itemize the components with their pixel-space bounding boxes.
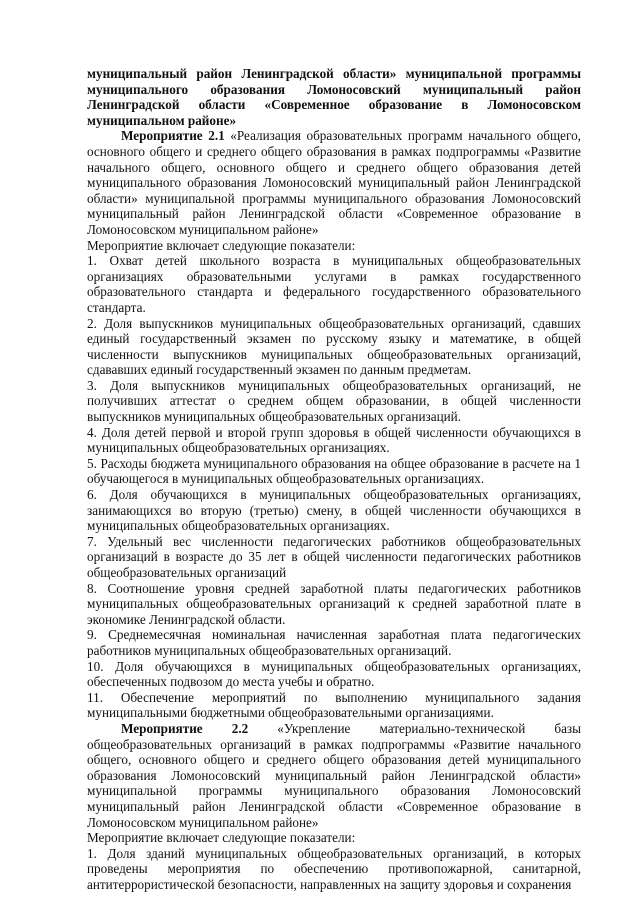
indicator-2-1-item-5: 5. Расходы бюджета муниципального образования на общее образование в расчете на 1 обучающегося в муниципальных общеобразовательных организациях. <box>87 455 581 487</box>
document-body <box>87 66 581 892</box>
indicator-2-1-item-6: 6. Доля обучающихся в муниципальных общеобразовательных организациях, занимающихся во вторую (третью) смену, в общей численности обучающихся в муниципальных общеобразовательных организациях. <box>87 487 581 534</box>
indicator-2-1-item-8: 8. Соотношение уровня средней заработной платы педагогических работников муниципальных общеобразовательных организаций к средней заработной плате в экономике Ленинградской области. <box>87 580 581 627</box>
indicator-2-1-item-9: 9. Среднемесячная номинальная начисленная заработная плата педагогических работников муниципальных общеобразовательных организаций. <box>87 627 581 658</box>
indicator-2-1-item-10: 10. Доля обучающихся в муниципальных общеобразовательных организациях, обеспеченных подвозом до места учебы и обратно. <box>87 658 581 690</box>
indicators-intro-1: Мероприятие включает следующие показатели: <box>87 237 356 253</box>
indicator-2-1-item-1: 1. Охват детей школьного возраста в муниципальных общеобразовательных организациях образовательными услугами в рамках государственного образовательного стандарта и федерального государственного образовательного стандарта. <box>87 253 581 315</box>
program-title-continuation: муниципальный район Ленинградской области» муниципальной программы муниципального образования Ломоносовский муниципальный район Ленинградской области «Современное образование в Ломоносовском муниципальном районе» <box>87 66 581 128</box>
measure-2-1-description: «Реализация образовательных программ начального общего, основного общего и среднего общего образования в рамках подпрограммы «Развитие начального общего, основного общего и среднего общего образования детей муниципального образования Ломоносовский муниципальный район Ленинградской области» муниципальной программы муниципального образования Ломоносовский муниципальный район Ленинградской области «Современное образование в Ломоносовском муниципальном районе» <box>87 128 581 237</box>
measure-2-2-description: «Укрепление материально-технической базы общеобразовательных организаций в рамках подпрограммы «Развитие начального общего, основного общего и среднего общего образования детей муниципального образования Ломоносовский муниципальный район Ленинградской области» муниципальной программы муниципального образования Ломоносовский муниципальный район Ленинградской области «Современное образование в Ломоносовском муниципальном районе» <box>87 720 581 830</box>
measure-2-2-paragraph <box>87 721 581 830</box>
indicators-intro-2: Мероприятие включает следующие показатели: <box>87 830 356 846</box>
indicator-2-1-item-4: 4. Доля детей первой и второй групп здоровья в общей численности обучающихся в муниципальных общеобразовательных организациях. <box>87 424 581 456</box>
indicator-2-2-item-1: 1. Доля зданий муниципальных общеобразовательных организаций, в которых проведены мероприятия по обеспечению противопожарной, санитарной, антитеррористической безопасности, направленных на защиту здоровья и сохранения <box>87 845 581 892</box>
measure-2-2-heading: Мероприятие 2.2 <box>121 720 249 736</box>
indicator-2-1-item-3: 3. Доля выпускников муниципальных общеобразовательных организаций, не получивших аттестат о среднем общем образовании, в общей численности выпускников муниципальных общеобразовательных организаций. <box>87 377 581 425</box>
measure-2-1-heading: Мероприятие 2.1 <box>121 128 225 144</box>
indicator-2-1-item-11: 11. Обеспечение мероприятий по выполнению муниципального задания муниципальными бюджетными общеобразовательными организациями. <box>87 689 581 721</box>
indicator-2-1-item-7: 7. Удельный вес численности педагогических работников общеобразовательных организаций в возрасте до 35 лет в общей численности педагогических работников общеобразовательных организаций <box>87 533 581 580</box>
measure-2-1-paragraph <box>87 128 581 237</box>
indicator-2-1-item-2: 2. Доля выпускников муниципальных общеобразовательных организаций, сдавших единый государственный экзамен по русскому языку и математике, в общей численности выпускников муниципальных общеобразовательных организаций, сдававших единый государственный экзамен по данным предметам. <box>87 315 581 378</box>
